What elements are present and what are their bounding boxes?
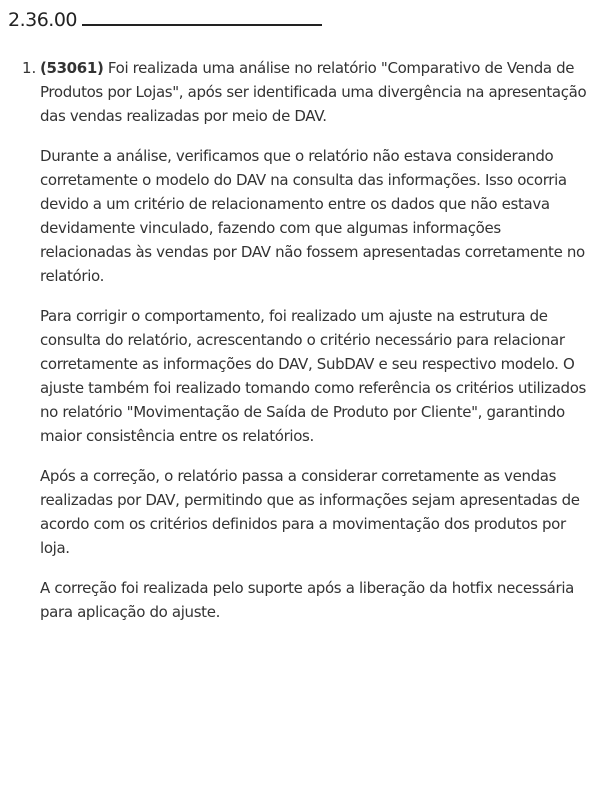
ticket-id: (53061) — [40, 59, 104, 77]
note-paragraph-analysis: Durante a análise, verificamos que o relatório não estava considerando corretamente o modelo do DAV na consulta das informações. Isso ocorria devido a um critério de relacionamento entre os dados que não estava devidamente vinculado, fazendo com que algumas informações relacionadas às vendas por DAV não fossem apresentadas corretamente no relatório. — [40, 147, 585, 285]
version-heading — [8, 8, 592, 32]
version-number: 2.36.00 — [8, 9, 78, 31]
note-paragraph-fix: Para corrigir o comportamento, foi realizado um ajuste na estrutura de consulta do relatório, acrescentando o critério necessário para relacionar corretamente as informações do DAV, SubDAV e seu respectivo modelo. O ajuste também foi realizado tomando como referência os critérios utilizados no relatório "Movimentação de Saída de Produto por Cliente", garantindo maior consistência entre os relatórios. — [40, 307, 586, 445]
note-lead-paragraph — [40, 56, 592, 128]
list-item-number: 1. — [22, 59, 37, 77]
heading-underline — [82, 23, 322, 26]
list-item — [8, 56, 592, 624]
note-lead-text: Foi realizada uma análise no relatório "Comparativo de Venda de Produtos por Lojas", após ser identificada uma divergência na apresentação das vendas realizadas por meio de DAV. — [40, 59, 587, 125]
release-notes-list — [8, 56, 592, 624]
note-paragraph-support: A correção foi realizada pelo suporte após a liberação da hotfix necessária para aplicação do ajuste. — [40, 579, 574, 621]
note-paragraph-result: Após a correção, o relatório passa a considerar corretamente as vendas realizadas por DAV, permitindo que as informações sejam apresentadas de acordo com os critérios definidos para a movimentação dos produtos por loja. — [40, 467, 580, 557]
